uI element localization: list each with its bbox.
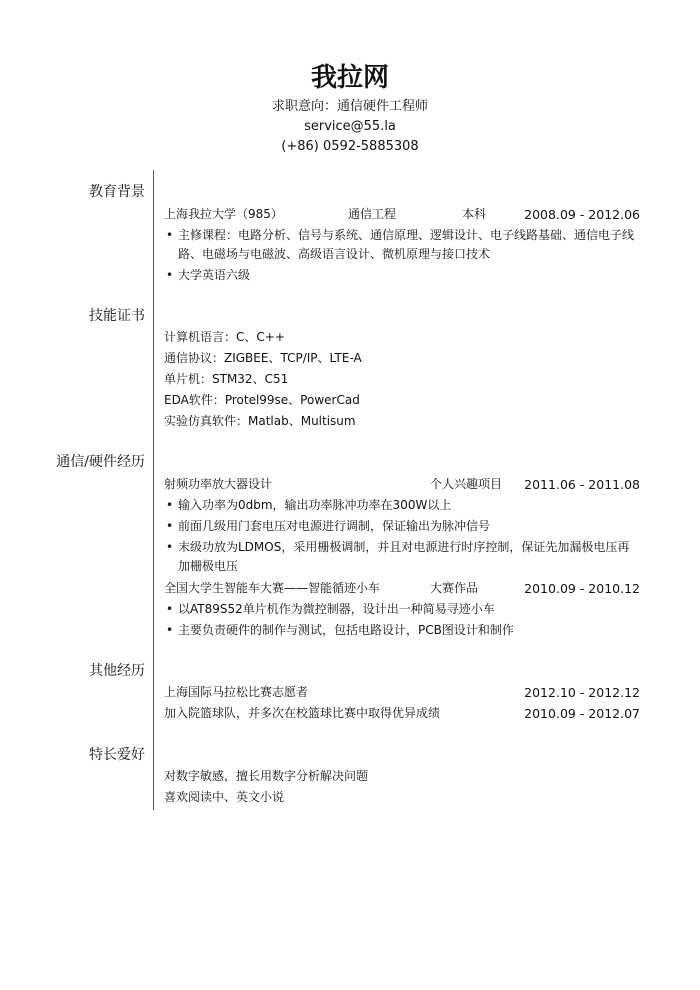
email-text[interactable]: service@55.la xyxy=(304,119,396,134)
list-item: • 大学英语六级 xyxy=(164,266,640,285)
skill-item: 计算机语言：C、C++ xyxy=(164,330,285,344)
other-date: 2012.10 - 2012.12 xyxy=(524,685,640,700)
hobby-item: 喜欢阅读中、英文小说 xyxy=(164,790,285,804)
skill-item: 通信协议：ZIGBEE、TCP/IP、LTE-A xyxy=(164,351,362,365)
candidate-name: 我拉网 xyxy=(310,63,389,93)
other-entry xyxy=(164,703,640,724)
skills-section-title: 技能证书 xyxy=(89,308,145,324)
project-header xyxy=(164,578,640,599)
other-entry xyxy=(164,682,640,703)
resume-header xyxy=(0,60,700,157)
list-item: • 末级功放为LDMOS，采用栅极调制，并且对电源进行时序控制，保证先加漏极电压再加栅极电压 xyxy=(164,538,640,576)
other-date: 2010.09 - 2012.07 xyxy=(524,706,640,721)
education-entry xyxy=(164,204,640,225)
school-name: 上海我拉大学（985） xyxy=(164,207,283,221)
project-name: 全国大学生智能车大赛——智能循迹小车 xyxy=(164,581,381,595)
skill-item: 单片机：STM32、C51 xyxy=(164,372,289,386)
other-section-title: 其他经历 xyxy=(89,663,145,679)
degree: 本科 xyxy=(462,207,487,221)
education-section xyxy=(164,204,640,287)
skill-item: 实验仿真软件：Matlab、Multisum xyxy=(164,414,356,428)
hobbies-section-title: 特长爱好 xyxy=(89,747,145,763)
project-type: 大赛作品 xyxy=(430,581,479,595)
other-text: 上海国际马拉松比赛志愿者 xyxy=(164,685,309,699)
other-section xyxy=(164,682,640,724)
project-type: 个人兴趣项目 xyxy=(430,477,503,491)
list-item: • 以AT89S52单片机作为微控制器，设计出一种简易寻迹小车 xyxy=(164,600,640,619)
project-name: 射频功率放大器设计 xyxy=(164,477,273,491)
hobbies-section xyxy=(164,766,640,808)
education-section-title: 教育背景 xyxy=(89,184,145,200)
hobby-item: 对数字敏感，擅长用数字分析解决问题 xyxy=(164,769,369,783)
skill-item: EDA软件：Protel99se、PowerCad xyxy=(164,393,360,407)
list-item: • 主修课程：电路分析、信号与系统、通信原理、逻辑设计、电子线路基础、通信电子线路、电磁场与电磁波、高级语言设计、微机原理与接口技术 xyxy=(164,226,640,264)
project-header xyxy=(164,474,640,495)
skills-section xyxy=(164,327,640,432)
experience-section xyxy=(164,474,640,642)
job-intent: 求职意向：通信硬件工程师 xyxy=(271,99,428,114)
list-item: • 输入功率为0dbm，输出功率脉冲功率在300W以上 xyxy=(164,496,640,515)
project-bullets xyxy=(164,496,640,576)
phone-text: (+86) 0592-5885308 xyxy=(281,139,419,154)
list-item: • 前面几级用门套电压对电源进行调制，保证输出为脉冲信号 xyxy=(164,517,640,536)
education-date: 2008.09 - 2012.06 xyxy=(524,207,640,222)
project-bullets xyxy=(164,600,640,640)
section-divider-line xyxy=(153,170,154,810)
experience-section-title: 通信/硬件经历 xyxy=(56,454,145,470)
other-text: 加入院篮球队，并多次在校篮球比赛中取得优异成绩 xyxy=(164,706,441,720)
project-date: 2011.06 - 2011.08 xyxy=(524,477,640,492)
education-bullets xyxy=(164,226,640,285)
list-item: • 主要负责硬件的制作与测试，包括电路设计，PCB图设计和制作 xyxy=(164,621,640,640)
project-date: 2010.09 - 2010.12 xyxy=(524,581,640,596)
major: 通信工程 xyxy=(348,207,397,221)
